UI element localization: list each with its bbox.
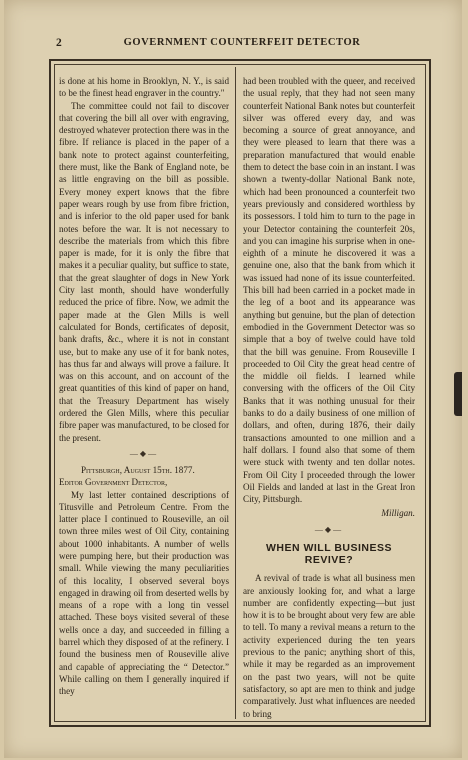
left-paragraph-letter: My last letter contained descriptions of Titusville and Petroleum Centre. From the latter place I continued to Rouseville, an oil town three miles west of Oil City, containing about 1000 inhabitants. A number of wells were pumping here, but their production was small. While viewing the many peculiarities of this locality, I observed several boys engaged in drawing oil from deserted wells by means of a rope with a long tin vessel attached. These boys visited several of these wells once a day, and succeeded in filling a barrel which they disposed of at the refinery. I found the business men of Rouseville alive and capable of appreciating the “ Detector.” While calling on them I generally inquired if they [59, 489, 229, 697]
right-paragraph-business: A revival of trade is what all business men are anxiously looking for, and what a large number are confidently expecting—but just how it is to be brought about very few are able to tell. To many a revival means a return to the activity experienced during the ten years previous to the panic; anything short of this, while it may be regarded as an improvement on the past two years, will not be quite satisfactory, so apt are men to think and judge comparatively. Just what influences are needed to bring [243, 573, 415, 719]
page [4, 0, 462, 758]
running-title: GOVERNMENT COUNTERFEIT DETECTOR [123, 37, 361, 48]
left-column [59, 75, 229, 698]
page-edge-clip [454, 372, 462, 416]
right-column [243, 75, 415, 720]
right-paragraph-letter: had been troubled with the queer, and received the usual reply, that they had not seen many counterfeit National Bank notes but counterfeit silver was offered every day, and was becoming a source of great annoyance, and they were pleased to learn that there was a preparation manufactured that would enable them to detect the base coin in an instant. I was shown a twenty-dollar National Bank note, which had been pronounced a counterfeit two years previously and considered worthless by its possessors. I told him to turn to the page in your Detector containing the counterfeit 20s, and you can imagine his surprise when in one-eighth of a minute he discovered it was a genuine one, also that the bank from which it was issued had none of its issue counterfeited. This bill had been carried in a pocket made in the leg of a boot and its appearance was anything but genuine, but the plan of detection embodied in the Government Detector was so simple that a boy of twelve could have told that the bill was genuine. From Rouseville I proceeded to Oil City the great head centre of the middle oil fields. I learned while conversing with the officers of the Oil City Banks that it was nothing unusual for their banks to do a daily business of one million of dollars, and often, during 1876, their daily transactions amounted to one million and a half dollars. I found also that some of them were stuck with twenty and ten dollar notes. From Oil City I proceeded through the lower Oil Fields and landed at last in the Great Iron City, Pittsburgh. [243, 76, 415, 505]
letter-signature: Milligan. [381, 508, 415, 519]
section-rule: —◆— [314, 524, 344, 534]
letter-dateline: Pittsburgh, August 15th. 1877. [81, 464, 195, 475]
column-divider [235, 67, 236, 719]
section-title: WHEN WILL BUSINESS REVIVE? [265, 541, 393, 566]
page-header [56, 37, 428, 55]
page-number: 2 [56, 37, 62, 49]
left-paragraph-continued: is done at his home in Brooklyn, N. Y., is said to be the finest head engraver in the country." [59, 76, 229, 99]
letter-salutation: Editor Government Detector, [59, 477, 168, 488]
section-rule: —◆— [129, 448, 159, 458]
left-paragraph-fibre: The committee could not fail to discover that covering the bill all over with engraving, destroyed whatever protection there was in the fibre. If reliance is placed in the paper of a bank note to protect against counterfeiting, there must, like the Bank of England note, be as little engraving on the bill as possible. Every money expert knows that the fibre paper wears rough by use from fibre friction, and is inferior to the old paper used for bank notes before the war. It is not necessary to describe the materials from which this fibre paper is made, for it is only the fibre that makes it a peculiar quality, but suffice to state, that the great slaughter of dogs in New York City last month, should have wonderfully reduced the price of fibre. Now, we admit the paper made at the Glen Mills is well calculated for Bonds, certificates of deposit, bank drafts, &c., where it is not in constant use, but to make any use of it for bank notes, has thus far and always will prove a failure. It was on this account, and on account of the great quantities of this kind of paper on hand, that the Treasury Department has wisely ordered the Glen Mills, where this peculiar fibre paper was manufactured, to be closed for the present. [59, 100, 229, 443]
text-frame [49, 59, 431, 727]
